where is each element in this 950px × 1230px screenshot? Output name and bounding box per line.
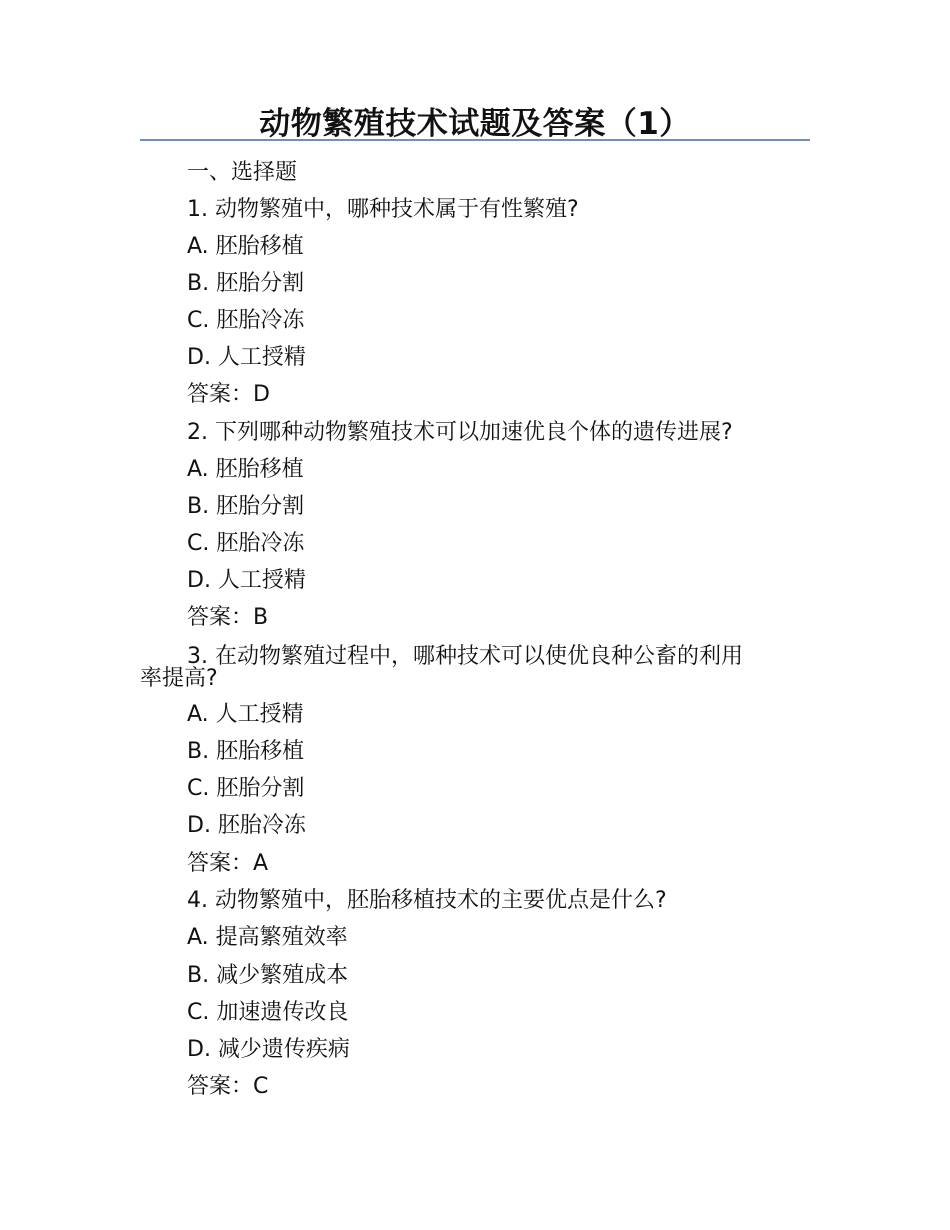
document-title: 动物繁殖技术试题及答案（1）: [259, 106, 691, 142]
question-3-option-d: D. 胚胎冷冻: [187, 813, 306, 838]
question-1-option-d: D. 人工授精: [187, 345, 306, 370]
question-2-option-d: D. 人工授精: [187, 568, 306, 593]
question-3-option-c: C. 胚胎分割: [187, 776, 305, 801]
question-4-option-b: B. 减少繁殖成本: [187, 963, 349, 988]
title-underline: [140, 139, 810, 141]
question-2-option-b: B. 胚胎分割: [187, 494, 305, 519]
question-1-option-b: B. 胚胎分割: [187, 271, 305, 296]
question-4-option-a: A. 提高繁殖效率: [187, 925, 348, 950]
question-3-option-a: A. 人工授精: [187, 702, 304, 727]
question-2-text: 2. 下列哪种动物繁殖技术可以加速优良个体的遗传进展?: [187, 420, 733, 445]
question-1-text: 1. 动物繁殖中，哪种技术属于有性繁殖?: [187, 197, 579, 222]
question-1-option-c: C. 胚胎冷冻: [187, 308, 305, 333]
question-4-answer: 答案：C: [187, 1074, 269, 1099]
question-3-text-line1: 3. 在动物繁殖过程中，哪种技术可以使优良种公畜的利用: [187, 644, 743, 669]
question-2-option-a: A. 胚胎移植: [187, 457, 304, 482]
question-1-answer: 答案：D: [187, 382, 270, 407]
question-4-option-d: D. 减少遗传疾病: [187, 1037, 350, 1062]
question-2-answer: 答案：B: [187, 605, 269, 630]
question-3-option-b: B. 胚胎移植: [187, 739, 305, 764]
question-4-option-c: C. 加速遗传改良: [187, 1000, 349, 1025]
section-heading: 一、选择题: [187, 160, 298, 185]
question-1-option-a: A. 胚胎移植: [187, 234, 304, 259]
question-2-option-c: C. 胚胎冷冻: [187, 531, 305, 556]
question-3-answer: 答案：A: [187, 851, 269, 876]
question-3-text-line2: 率提高?: [140, 666, 218, 691]
question-4-text: 4. 动物繁殖中，胚胎移植技术的主要优点是什么?: [187, 888, 667, 913]
